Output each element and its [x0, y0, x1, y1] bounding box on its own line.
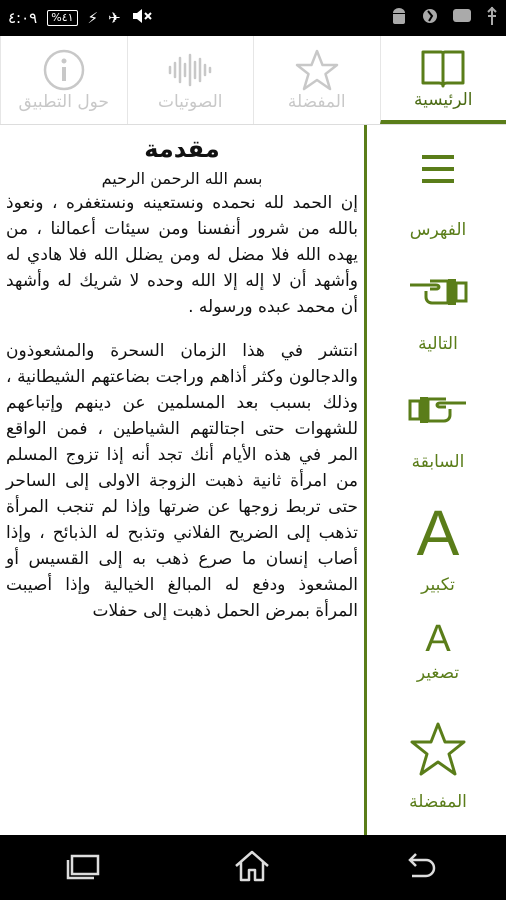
back-icon[interactable]	[402, 852, 440, 884]
tab-bar	[0, 36, 506, 125]
next-label: التالية	[418, 334, 458, 354]
favorite-label: المفضلة	[409, 792, 467, 812]
status-bar	[0, 0, 506, 36]
zoom-in-label: تكبير	[421, 575, 455, 595]
tab-favorites[interactable]	[253, 36, 380, 124]
previous-button[interactable]	[367, 391, 506, 472]
airplane-icon: ✈	[108, 9, 121, 27]
tab-label: الرئيسية	[413, 90, 473, 110]
status-right	[390, 0, 498, 36]
audio-wave-icon	[165, 48, 215, 92]
next-button[interactable]	[367, 273, 506, 354]
tab-audio[interactable]	[127, 36, 254, 124]
recents-icon[interactable]	[66, 852, 102, 884]
info-icon	[42, 48, 86, 92]
usb-debug-icon	[422, 6, 438, 30]
clock: ٤:٠٩	[8, 9, 38, 27]
favorite-button[interactable]	[367, 721, 506, 812]
charging-icon: ⚡	[87, 9, 99, 27]
pointing-hand-left-icon	[408, 273, 468, 314]
zoom-out-label: تصغير	[416, 663, 460, 683]
star-outline-icon	[409, 721, 467, 782]
article-title: مقدمة	[144, 135, 220, 163]
navigation-bar	[0, 835, 506, 900]
article-paragraph: انتشر في هذا الزمان السحرة والمشعوذون والدجالون وكثر أذاهم وراجت بضاعتهم الشيطانية ، وذلك بسبب بعد المسلمين عن دينهم وإتباعهم للشهوات حتى اجتالتهم الشياطين ، فمن الواقع المر في هذه الأيام أنك تجد أنه إذا تزوج المسلم من امرأة ثانية ذهبت الزوجة الاولى إلى الساحر حتى تربط زوجها عن ضرتها وإذا لم تنجب المرأة تذهب إلى الضريح الفلاني وتذبح له الذبائح ، وإذا أصاب إنسان ما صرع ذهب به إلى القسيس أو المشعوذ ودفع له المبالغ الخيالية وإذا أصيبت المرأة بمرض الحمل ذهبت إلى حفلات	[6, 341, 358, 621]
status-left	[8, 0, 153, 36]
small-a-icon: A	[425, 618, 451, 660]
android-icon	[390, 6, 408, 30]
article-content[interactable]	[0, 125, 364, 835]
tab-home[interactable]	[380, 36, 506, 124]
battery-level: %٤١	[51, 11, 74, 24]
menu-lines-icon	[420, 151, 456, 192]
zoom-out-button[interactable]	[367, 619, 506, 683]
tab-label: الصوتيات	[158, 92, 223, 112]
zoom-in-button[interactable]	[367, 497, 506, 595]
basmala: بسم الله الرحمن الرحيم	[101, 169, 263, 188]
book-icon	[419, 46, 467, 90]
sidebar	[364, 125, 506, 835]
home-icon[interactable]	[233, 849, 271, 887]
mute-icon	[131, 7, 153, 29]
keyboard-icon	[452, 7, 472, 29]
tab-label: المفضلة	[287, 92, 346, 112]
index-button[interactable]	[367, 151, 506, 240]
large-a-icon: A	[416, 497, 460, 569]
star-icon	[294, 48, 340, 92]
tab-about[interactable]	[0, 36, 127, 124]
article-paragraph: إن الحمد لله نحمده ونستعينه ونستغفره ، ونعوذ بالله من شرور أنفسنا ومن سيئات أعمالنا ، من يهده الله فلا مضل له ومن يضلل الله فلا هادي له وأشهد أن لا إله إلا الله وحده لا شريك له وأشهد أن محمد عبده ورسوله .	[6, 193, 358, 317]
pointing-hand-right-icon	[408, 391, 468, 432]
usb-icon	[486, 6, 498, 30]
previous-label: السابقة	[411, 452, 465, 472]
battery-icon	[47, 10, 77, 26]
tab-label: حول التطبيق	[18, 92, 109, 112]
index-label: الفهرس	[409, 220, 467, 240]
